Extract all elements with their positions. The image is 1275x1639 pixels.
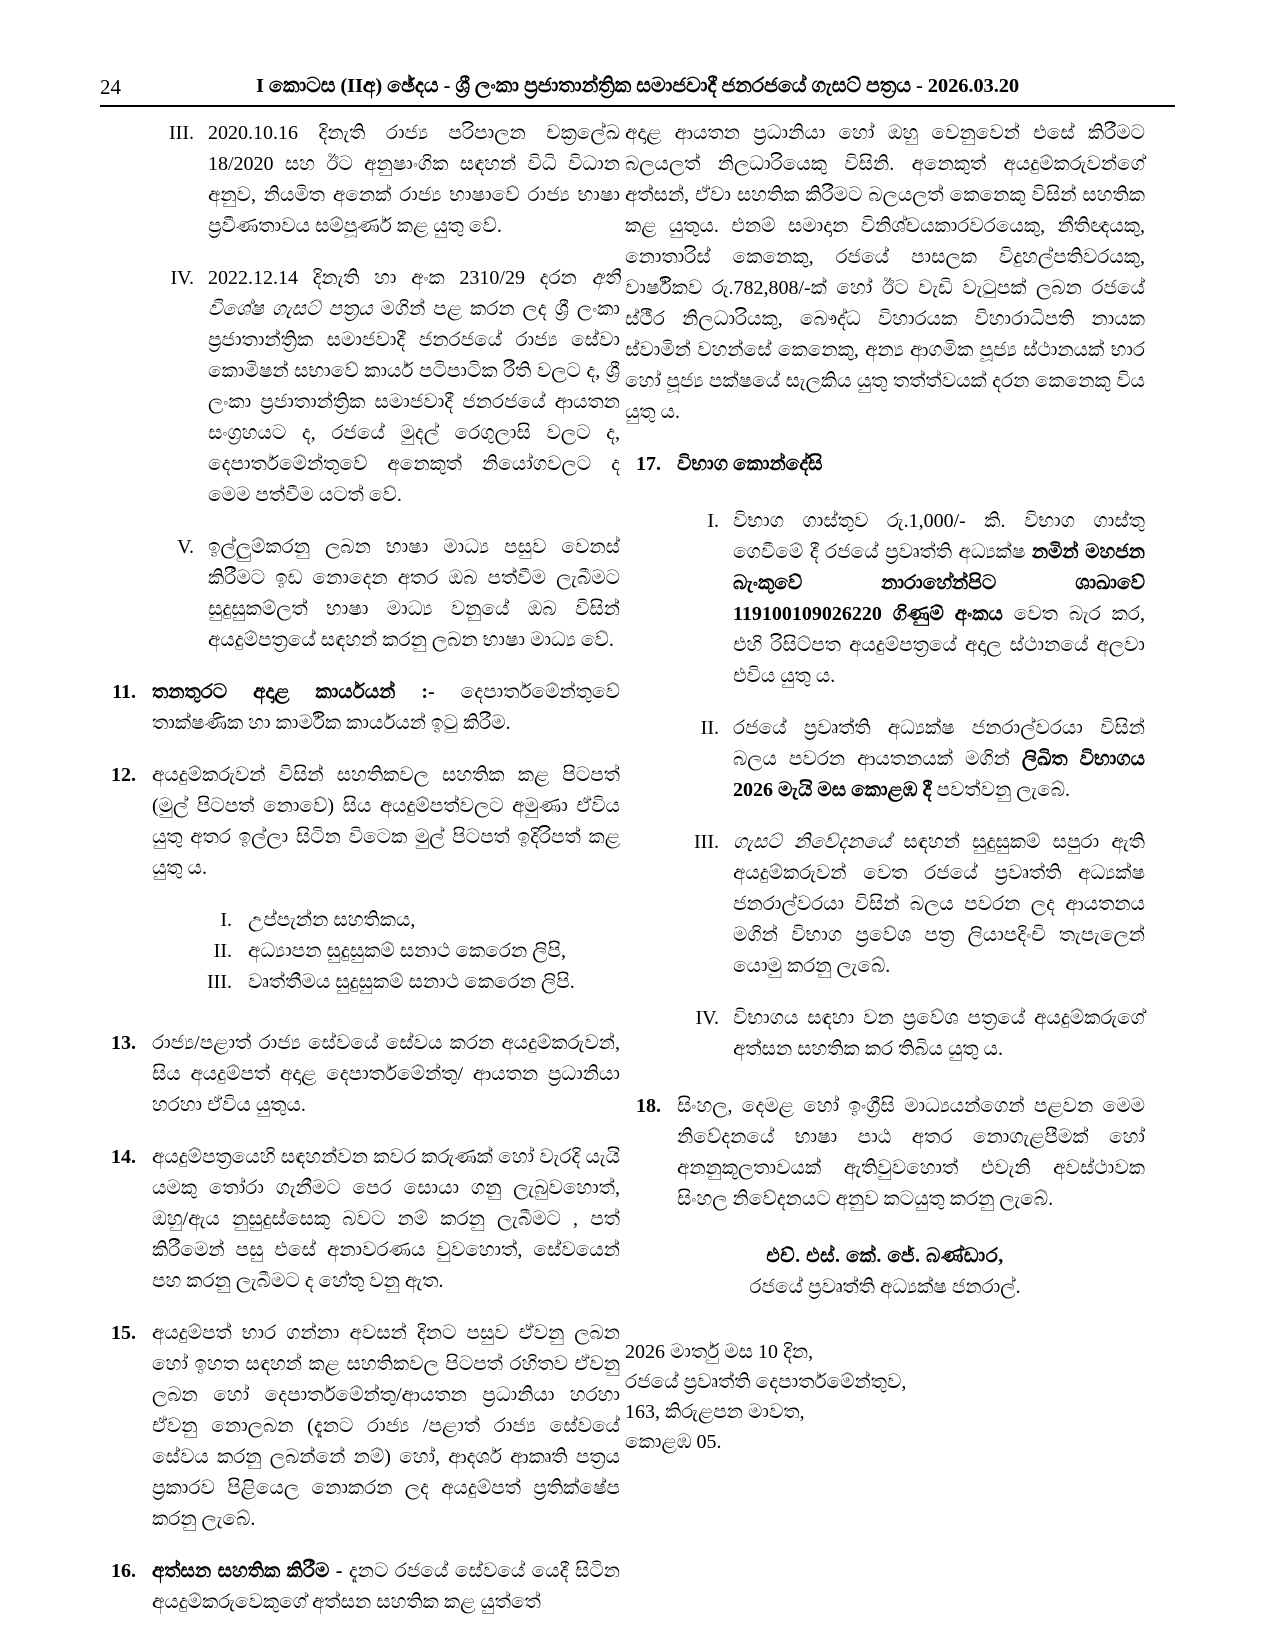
city-address: කොළඹ 05. bbox=[625, 1431, 722, 1453]
right-column bbox=[625, 118, 1145, 1457]
clause-17-item-ii-tail: පවත්වනු ලැබේ. bbox=[931, 779, 1071, 801]
roman-item-iv-text-part2: මගින් පළ කරන ලද ශ්‍රී ලංකා ප්‍රජාතාන්ත්‍රික සමාජවාදී ජනරජයේ රාජ්‍ය සේවා කොමිෂන් සභාවේ කාර්ය පටිපාටික රීති වලට ද, ශ්‍රී ලංකා ප්‍රජාතාන්ත්‍රික සමාජවාදී ජනරජයේ ආයතන සංග්‍රහයට ද, රජයේ මුදල් රෙගුලාසි වලට ද, දෙපාර්තමේන්තුවේ අනෙකුත් නියෝගවලට ද මෙම පත්වීම යටත් වේ. bbox=[208, 298, 620, 506]
issue-date: 2026 මාර්තු මස 10 දින, bbox=[625, 1341, 814, 1363]
exam-date-location: ලිඛිත විභාගය 2026 මැයි මස කොළඹ දී bbox=[733, 748, 1145, 801]
clause-11 bbox=[100, 677, 620, 739]
clause-16-text bbox=[152, 1556, 620, 1618]
clause-18-number: 18. bbox=[636, 1095, 661, 1117]
clause-13-text: රාජ්‍ය/පළාත් රාජ්‍ය සේවයේ සේවය කරන අයදුම්කරුවන්, සිය අයදුම්පත් අදාළ දෙපාර්තමේන්තු/ ආයතන ප්‍රධානියා හරහා ඒවිය යුතුය. bbox=[152, 1032, 620, 1116]
clause-18-text: සිංහල, දෙමළ හෝ ඉංග්‍රීසි මාධ්‍යයන්ගෙන් පළවන මෙම නිවේදනයේ භාෂා පාඨ අතර නොගැළපීමක් හෝ අනනුකූලතාවයක් ඇතිවුවහොත් එවැනි අවස්ථාවක සිංහල නිවේදනයට අනුව කටයුතු කරනු ලැබේ. bbox=[677, 1095, 1145, 1210]
clause-12-sublist-number-i: I. bbox=[220, 909, 232, 931]
roman-item-iv-text-part1: 2022.12.14 දිනැති හා අංක 2310/29 දරන bbox=[208, 267, 592, 289]
clause-12-sublist-item bbox=[186, 936, 620, 967]
clause-17-item-iv-text: විභාගය සඳහා වන ප්‍රවේශ පත්‍රයේ අයදුම්කරුගේ අත්සන සහතික කර තිබිය යුතු ය. bbox=[733, 1007, 1145, 1060]
clause-12-sublist-text-iii: වෘත්තීමය සුදුසුකම් සනාථ කෙරෙන ලිපි. bbox=[248, 971, 575, 993]
clause-16-lead: අත්සන සහතික කිරීම - bbox=[152, 1560, 349, 1582]
roman-item-iii bbox=[150, 118, 620, 242]
clause-16-continuation: අදාළ ආයතන ප්‍රධානියා හෝ ඔහු වෙනුවෙන් එසේ කිරීමට බලයලත් නිලධාරියෙකු විසිනි. අනෙකුත් අයදුම්කරුවන්ගේ අත්සන්, ඒවා සහතික කිරීමට බලයලත් කෙනෙකු විසින් සහතික කළ යුතුය. එනම් සමාදාන විනිශ්චයකාරවරයෙකු, නීතිඥයකු, නොතාරිස් කෙනෙකු, රජයේ පාසලක විදුහල්පතිවරයකු, වාර්ෂිකව රු.782,808/-ක් හෝ ඊට වැඩි වැටුපක් ලබන රජයේ ස්ථීර නිලධාරියකු, බෞද්ධ විහාරයක විහාරාධිපති නායක ස්වාමින් වහන්සේ කෙනෙකු, අන්‍ය ආගමික පූජ්‍ය ස්ථානයක් භාර හෝ පූජ්‍ය පක්ෂයේ සැලකිය යුතු තත්ත්වයක් දරන කෙනෙකු විය යුතු ය. bbox=[625, 122, 1145, 423]
roman-item-iii-number: III. bbox=[169, 122, 194, 144]
clause-12-sublist-number-iii: III. bbox=[207, 971, 232, 993]
clause-17-heading: විභාග කොන්දේසි bbox=[677, 453, 823, 475]
clause-17-item-i-tail: වෙත බැර කර, එහි රිසිට්පත අයදුම්පත්‍රයේ අදාල ස්ථානයේ අලවා එවිය යුතු ය. bbox=[733, 603, 1145, 687]
signatory-title: රජයේ ප්‍රවෘත්ති අධ්‍යක්ෂ ජනරාල්. bbox=[749, 1276, 1021, 1298]
gazette-notice-reference: ගැසට් නිවේදනයේ bbox=[733, 831, 892, 853]
bank-account-details: නමින් මහජන බැංකුවේ නාරාහේන්පිට ශාඛාවේ 119100109026220 ගිණුම් අංකය bbox=[733, 541, 1146, 625]
roman-item-iii-text: 2020.10.16 දිනැති රාජ්‍ය පරිපාලන චක්‍රලේඛ 18/2020 සහ ඊට අනුෂාංගික සඳහන් විධි විධාන අනුව, නියමිත අනෙක් රාජ්‍ය භාෂාවේ රාජ්‍ය භාෂා ප්‍රවීණතාවය සම්පූර්ණ කළ යුතු වේ. bbox=[208, 122, 620, 237]
clause-11-number: 11. bbox=[112, 681, 136, 703]
clause-16-number: 16. bbox=[111, 1560, 136, 1582]
left-column bbox=[100, 118, 620, 1639]
address-block bbox=[625, 1337, 1145, 1457]
clause-14-number: 14. bbox=[111, 1146, 136, 1168]
clause-17-item-iv-number: IV. bbox=[695, 1007, 719, 1029]
clause-12-sublist-item bbox=[186, 967, 620, 998]
clause-16 bbox=[100, 1556, 620, 1618]
roman-item-v-text: ඉල්ලුම්කරනු ලබන භාෂා මාධ්‍ය පසුව වෙනස් කිරීමට ඉඩ නොදෙන අතර ඔබ පත්වීම ලැබීමට සුදුසුකම්ලත් භාෂා මාධ්‍ය වනුයේ ඔබ විසින් අයදුම්පත්‍රයේ සඳහන් කරනු ලබන භාෂා මාධ්‍ය වේ. bbox=[208, 536, 620, 651]
clause-17-item-i-number: I. bbox=[707, 510, 719, 532]
roman-item-iv-text bbox=[208, 263, 620, 511]
clause-13 bbox=[100, 1028, 620, 1121]
roman-item-iv-number: IV. bbox=[170, 267, 194, 289]
clause-12-text: අයදුම්කරුවන් විසින් සහතිකවල සහතික කළ පිටපත් (මුල් පිටපත් නොවේ) සිය අයදුම්පත්වලට අමුණා ඒවිය යුතු අතර ඉල්ලා සිටින විටෙක මුල් පිටපත් ඉදිරිපත් කළ යුතු ය. bbox=[152, 764, 620, 879]
clause-12-number: 12. bbox=[111, 764, 136, 786]
page-number: 24 bbox=[100, 75, 121, 99]
exam-fee-text: විභාග ගාස්තුව රු.1,000/- කි. විභාග ගාස්තු ගෙවීමේ දී රජයේ ප්‍රවෘත්ති අධ්‍යක්ෂ bbox=[733, 510, 1145, 563]
clause-17-item-i-text bbox=[733, 506, 1145, 692]
clause-17-item-iv bbox=[675, 1003, 1145, 1065]
clause-11-body: දෙපාර්තමේන්තුවේ තාක්ෂණික හා කාර්මික කාර්යයන් ඉටු කිරීම. bbox=[152, 681, 620, 734]
clause-14 bbox=[100, 1142, 620, 1297]
clause-17-item-iii-number: III. bbox=[694, 831, 719, 853]
gazette-title: I කොටස (IIඅ) ඡේදය - ශ්‍රී ලංකා ප්‍රජාතාන්ත්‍රික සමාජවාදී ජනරජයේ ගැසට් පත්‍රය - 2026.03.20 bbox=[255, 75, 1020, 97]
roman-item-iv bbox=[150, 263, 620, 511]
clause-17-number: 17. bbox=[636, 453, 661, 475]
clause-17-item-ii-number: II. bbox=[700, 717, 719, 739]
clause-15-number: 15. bbox=[111, 1322, 136, 1344]
department-name: රජයේ ප්‍රවෘත්ති දෙපාර්තමේන්තුව, bbox=[625, 1371, 907, 1393]
clause-17-item-iii bbox=[675, 827, 1145, 982]
clause-13-number: 13. bbox=[111, 1032, 136, 1054]
clause-17-item-iii-body: සඳහන් සුදුසුකම් සපුරා ඇති අයදුම්කරුවන් වෙත රජයේ ප්‍රවෘත්ති අධ්‍යක්ෂ ජනරාල්වරයා විසින් බලය පවරන ලද ආයතනය මගින් විභාග ප්‍රවේශ පත්‍ර ලියාපදිංචි තැපැලෙන් යොමු කරනු ලැබේ. bbox=[733, 831, 1146, 977]
clause-12-sublist-item bbox=[186, 905, 620, 936]
signature-block bbox=[625, 1241, 1145, 1303]
clause-12-sublist-number-ii: II. bbox=[213, 940, 232, 962]
clause-17-item-ii-text bbox=[733, 713, 1145, 806]
clause-18 bbox=[625, 1091, 1145, 1215]
roman-item-iv-gazette-reference: අති විශේෂ ගැසට් පත්‍රය bbox=[208, 267, 620, 320]
clause-15 bbox=[100, 1318, 620, 1535]
clause-17-item-ii bbox=[675, 713, 1145, 806]
signatory-name: එච්. එස්. කේ. ජේ. බණ්ඩාර, bbox=[766, 1245, 1004, 1267]
clause-17-item-i bbox=[675, 506, 1145, 692]
page-header bbox=[100, 70, 1175, 104]
street-address: 163, කිරුළපන මාවත, bbox=[625, 1401, 805, 1423]
clause-12-sublist-text-ii: අධ්‍යාපන සුදුසුකම් සනාථ කෙරෙන ලිපි, bbox=[248, 940, 567, 962]
clause-11-lead: තනතුරට අදාළ කාර්යයන් :- bbox=[152, 681, 461, 703]
clause-16-body: දැනට රජයේ සේවයේ යෙදී සිටින අයදුම්කරුවෙකුගේ අත්සන සහතික කළ යුත්තේ bbox=[152, 1560, 620, 1613]
clause-17-item-ii-lead: රජයේ ප්‍රවෘත්ති අධ්‍යක්ෂ ජනරාල්වරයා විසින් බලය පවරන ආයතනයක් මගින් bbox=[733, 717, 1145, 770]
roman-item-v-number: V. bbox=[177, 536, 194, 558]
clause-12-sublist-text-i: උප්පැන්න සහතිකය, bbox=[248, 909, 416, 931]
clause-14-text: අයදුම්පත්‍රයෙහි සඳහන්වන කවර කරුණක් හෝ වැරදි යැයි යමකු තෝරා ගැනීමට පෙර සොයා ගනු ලැබුවහොත්, ඔහු/ඇය නුසුදුස්සෙකු බවට නම් කරනු ලැබීමට , පත් කිරීමෙන් පසු එසේ අනාවරණය වුවහොත්, සේවයෙන් පහ කරනු ලැබීමට ද හේතු වනු ඇත. bbox=[152, 1146, 620, 1292]
header-rule bbox=[100, 105, 1175, 107]
roman-item-v bbox=[150, 532, 620, 656]
clause-11-text bbox=[152, 677, 620, 739]
clause-17 bbox=[625, 449, 1145, 480]
clause-17-item-iii-text bbox=[733, 827, 1145, 982]
clause-12-sublist bbox=[186, 905, 620, 998]
clause-15-text: අයදුම්පත් භාර ගන්නා අවසන් දිනට පසුව ඒවනු ලබන හෝ ඉහත සඳහන් කළ සහතිකවල පිටපත් රහිතව ඒවනු ලබන හෝ දෙපාර්තමේන්තු/ආයතන ප්‍රධානියා හරහා ඒවනු නොලබන (දැනට රාජ්‍ය /පළාත් රාජ්‍ය සේවයේ සේවය කරනු ලබන්නේ නම්) හෝ, ආදර්ශ ආකෘති පත්‍රය ප්‍රකාරව පිළියෙල නොකරන ලද අයදුම්පත් ප්‍රතික්ෂේප කරනු ලැබේ. bbox=[152, 1322, 620, 1530]
clause-12 bbox=[100, 760, 620, 884]
